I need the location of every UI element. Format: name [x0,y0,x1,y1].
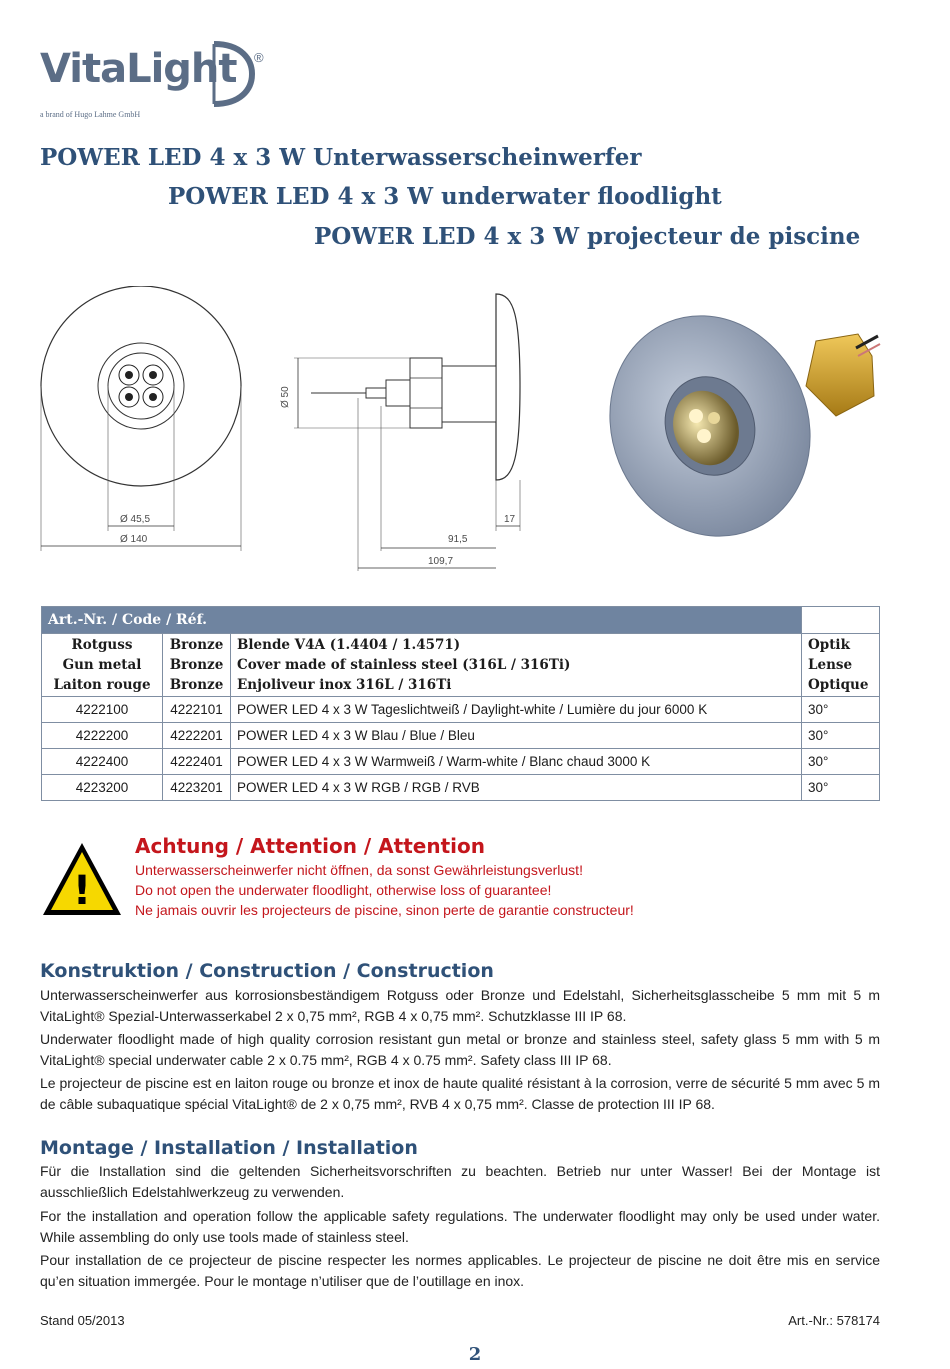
side-view-drawing [280,294,520,571]
title-german: POWER LED 4 x 3 W Unterwasserscheinwerfer [40,144,642,171]
cell-optik: 30° [802,749,880,775]
registered-mark: ® [254,50,264,65]
installation-heading: Montage / Installation / Installation [40,1137,418,1159]
table-header-blank [802,607,880,634]
construction-paragraph-en: Underwater floodlight made of high quality corrosion resistant gun metal or bronze and stainless steel, safety glass 5 mm with 5 m VitaLight® special underwater cable 2 x 0.75 mm², RGB 4 x 0.75 mm². Safety class III IP 68. [40,1031,880,1068]
vitalight-logo [40,38,280,128]
cell-rotguss: 4222400 [42,749,163,775]
cell-bronze: 4222201 [163,723,231,749]
col-optik [802,634,880,697]
footer-article-number: Art.-Nr.: 578174 [788,1313,880,1328]
cell-rotguss: 4222100 [42,697,163,723]
dim-length-109: 109,7 [428,556,454,567]
cell-description: POWER LED 4 x 3 W Warmweiß / Warm-white / Blanc chaud 3000 K [231,749,802,775]
cell-rotguss: 4222200 [42,723,163,749]
warning-title: Achtung / Attention / Attention [135,834,485,858]
product-drawings [36,286,896,576]
cell-bronze: 4222401 [163,749,231,775]
col-optik-fr: Optique [808,677,869,693]
col-description-de: Blende V4A (1.4404 / 1.4571) [237,637,461,653]
footer-stand: Stand 05/2013 [40,1313,125,1328]
cell-optik: 30° [802,697,880,723]
col-description [231,634,802,697]
col-rotguss-fr: Laiton rouge [53,677,151,693]
table-row [42,775,880,801]
logo-wordmark: VitaLight [40,46,237,92]
article-table [41,606,880,801]
dim-flange-17: 17 [504,514,516,525]
logo-brand-line: a brand of Hugo Lahme GmbH [40,110,141,119]
warning-line-de: Unterwasserscheinwerfer nicht öffnen, da sonst Gewährleistungsverlust! [135,862,583,878]
construction-paragraph-de: Unterwasserscheinwerfer aus korrosionsbeständigem Rotguss oder Bronze und Edelstahl, Sicherheitsglasscheibe 5 mm mit 5 m VitaLight® Spezial-Unterwasserkabel 2 x 0,75 mm², RGB 4 x 0,75 mm². Schutzklasse III IP 68. [40,987,880,1024]
warning-triangle-icon [40,840,124,918]
installation-paragraph-fr: Pour installation de ce projecteur de piscine respecter les normes applicables. Le projecteur de piscine ne doit être mis en service qu’en situation immergée. Pour le montage n’utiliser que de l’outillage en inox. [40,1252,880,1289]
cell-description: POWER LED 4 x 3 W Tageslichtweiß / Daylight-white / Lumière du jour 6000 K [231,697,802,723]
col-bronze-de: Bronze [169,637,224,653]
col-rotguss-de: Rotguss [71,637,133,653]
col-description-fr: Enjoliveur inox 316L / 316Ti [237,677,452,693]
col-optik-de: Optik [808,637,850,653]
cell-bronze: 4222101 [163,697,231,723]
cell-description: POWER LED 4 x 3 W RGB / RGB / RVB [231,775,802,801]
product-render-image [577,286,880,567]
warning-symbol: ! [72,868,92,914]
table-row [42,697,880,723]
col-description-en: Cover made of stainless steel (316L / 316Ti) [237,657,571,673]
col-rotguss [42,634,163,697]
logo-arc-icon [208,38,256,108]
construction-paragraph-fr: Le projecteur de piscine est en laiton rouge ou bronze et inox de haute qualité résistant à la corrosion, verre de sécurité 5 mm avec 5 m de câble subaquatique spécial VitaLight® de 2 x 0,75 mm², RVB 4 x 0,75 mm². Classe de protection III IP 68. [40,1075,880,1112]
table-header: Art.-Nr. / Code / Réf. [42,607,802,634]
page-number: 2 [468,1344,482,1365]
col-optik-en: Lense [808,657,853,673]
warning-line-fr: Ne jamais ouvrir les projecteurs de piscine, sinon perte de garantie constructeur! [135,902,634,918]
col-bronze [163,634,231,697]
title-french: POWER LED 4 x 3 W projecteur de piscine [314,223,861,250]
installation-paragraph-de: Für die Installation sind die geltenden Sicherheitsvorschriften zu beachten. Betrieb nur unter Wasser! Bei der Montage ist ausschließlich Edelstahlwerkzeug zu verwenden. [40,1163,880,1200]
title-english: POWER LED 4 x 3 W underwater floodlight [168,183,722,210]
dim-length-91: 91,5 [448,534,468,545]
cell-description: POWER LED 4 x 3 W Blau / Blue / Bleu [231,723,802,749]
front-view-drawing [41,286,241,551]
dim-outer-diameter: Ø 140 [120,534,148,545]
col-rotguss-en: Gun metal [62,657,142,673]
cell-optik: 30° [802,723,880,749]
warning-line-en: Do not open the underwater floodlight, otherwise loss of guarantee! [135,882,552,898]
col-bronze-en: Bronze [169,657,224,673]
installation-paragraph-en: For the installation and operation follow the applicable safety regulations. The underwater floodlight may only be used under water. While assembling do only use tools made of stainless steel. [40,1208,880,1245]
table-row [42,749,880,775]
table-row [42,723,880,749]
cell-optik: 30° [802,775,880,801]
cell-bronze: 4223201 [163,775,231,801]
dim-inner-diameter: Ø 45,5 [120,514,151,525]
dim-body-diameter: Ø 50 [280,386,291,408]
cell-rotguss: 4223200 [42,775,163,801]
construction-heading: Konstruktion / Construction / Construction [40,960,494,982]
col-bronze-fr: Bronze [169,677,224,693]
